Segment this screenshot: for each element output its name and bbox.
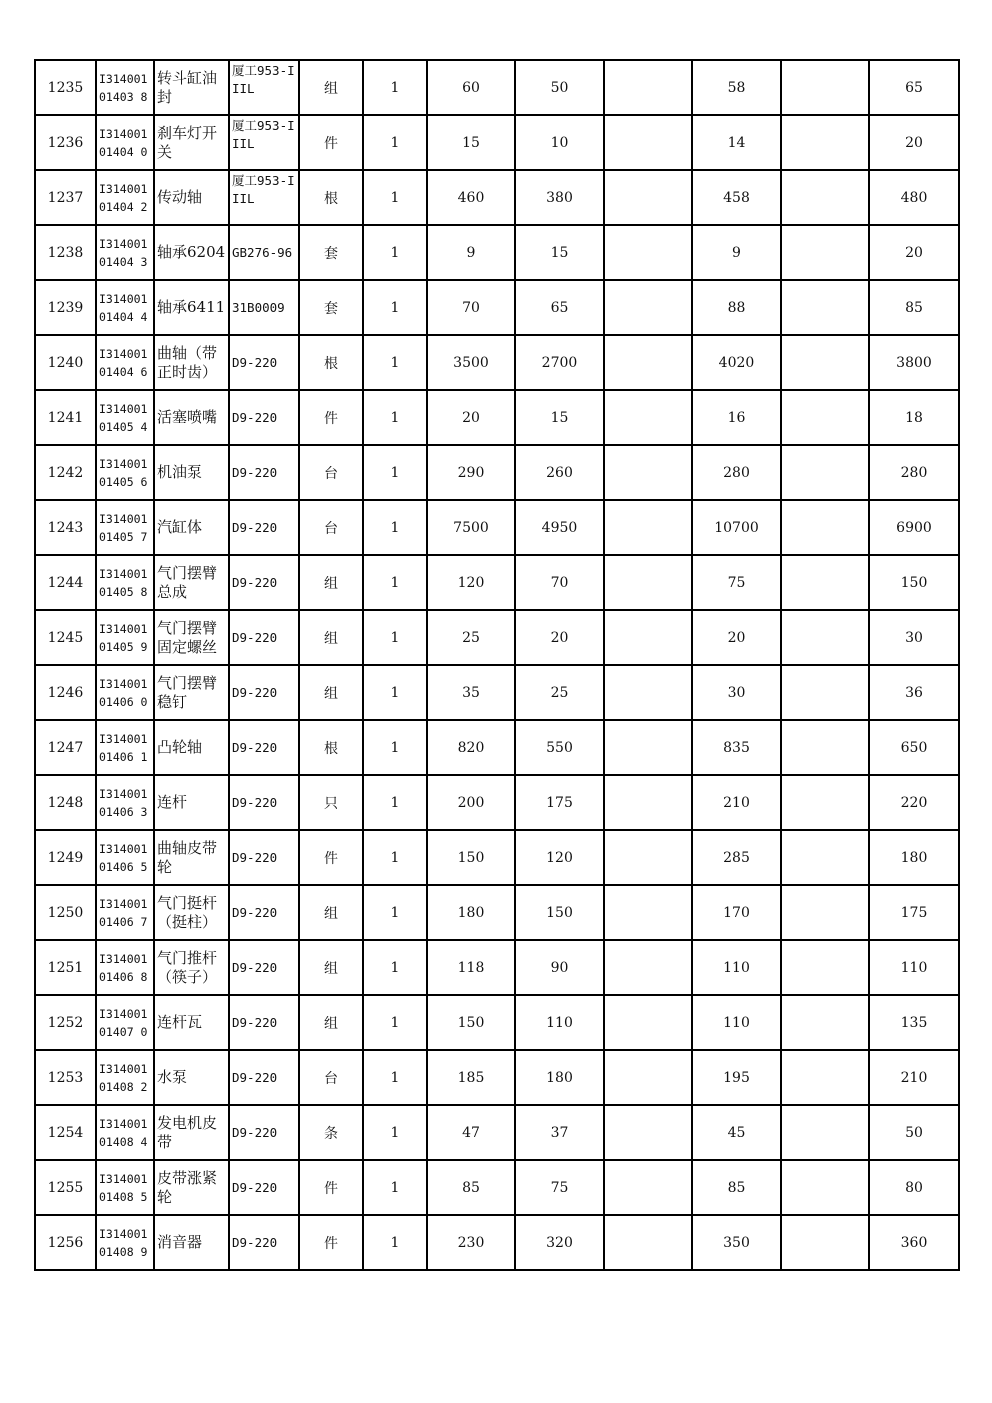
- price-col-1-cell: 47: [427, 1105, 515, 1160]
- price-col-2-cell: 380: [515, 170, 604, 225]
- row-number-cell: 1243: [35, 500, 96, 555]
- price-col-4-cell: 110: [692, 940, 781, 995]
- price-col-4-cell: 75: [692, 555, 781, 610]
- price-col-5-cell: [781, 390, 869, 445]
- price-col-1-cell: 230: [427, 1215, 515, 1270]
- item-name-cell: 曲轴皮带轮: [154, 830, 229, 885]
- row-number-cell: 1240: [35, 335, 96, 390]
- price-col-4-cell: 170: [692, 885, 781, 940]
- row-number-cell: 1254: [35, 1105, 96, 1160]
- item-name-cell: 机油泵: [154, 445, 229, 500]
- item-name-cell: 皮带涨紧轮: [154, 1160, 229, 1215]
- price-col-3-cell: [604, 665, 692, 720]
- row-number-cell: 1251: [35, 940, 96, 995]
- item-unit-cell: 套: [299, 280, 363, 335]
- price-col-5-cell: [781, 1105, 869, 1160]
- price-col-1-cell: 85: [427, 1160, 515, 1215]
- item-unit-cell: 件: [299, 830, 363, 885]
- item-model-cell: D9-220: [229, 1160, 299, 1215]
- price-col-2-cell: 10: [515, 115, 604, 170]
- item-code-cell: I31400101405 4: [96, 390, 154, 445]
- price-col-2-cell: 150: [515, 885, 604, 940]
- item-name-cell: 气门摆臂总成: [154, 555, 229, 610]
- item-unit-cell: 组: [299, 60, 363, 115]
- price-col-6-cell: 480: [869, 170, 959, 225]
- item-quantity-cell: 1: [363, 500, 427, 555]
- price-col-1-cell: 60: [427, 60, 515, 115]
- item-unit-cell: 件: [299, 115, 363, 170]
- item-name-cell: 气门推杆（筷子）: [154, 940, 229, 995]
- price-col-6-cell: 30: [869, 610, 959, 665]
- row-number-cell: 1238: [35, 225, 96, 280]
- table-row: [35, 170, 959, 225]
- price-col-4-cell: 350: [692, 1215, 781, 1270]
- item-quantity-cell: 1: [363, 390, 427, 445]
- row-number-cell: 1253: [35, 1050, 96, 1105]
- table-row: [35, 775, 959, 830]
- row-number-cell: 1247: [35, 720, 96, 775]
- table-row: [35, 665, 959, 720]
- item-model-cell: D9-220: [229, 885, 299, 940]
- price-col-1-cell: 460: [427, 170, 515, 225]
- item-name-cell: 消音器: [154, 1215, 229, 1270]
- price-col-5-cell: [781, 1215, 869, 1270]
- item-quantity-cell: 1: [363, 1215, 427, 1270]
- row-number-cell: 1256: [35, 1215, 96, 1270]
- item-name-cell: 气门摆臂稳钉: [154, 665, 229, 720]
- price-col-5-cell: [781, 830, 869, 885]
- price-col-4-cell: 9: [692, 225, 781, 280]
- price-col-5-cell: [781, 940, 869, 995]
- price-col-4-cell: 14: [692, 115, 781, 170]
- item-code-cell: I31400101404 4: [96, 280, 154, 335]
- item-code-cell: I31400101404 3: [96, 225, 154, 280]
- price-col-4-cell: 280: [692, 445, 781, 500]
- price-col-5-cell: [781, 775, 869, 830]
- item-model-cell: 厦工953-IIIL: [229, 115, 299, 170]
- table-row: [35, 940, 959, 995]
- item-code-cell: I31400101405 6: [96, 445, 154, 500]
- item-unit-cell: 组: [299, 885, 363, 940]
- item-model-cell: 厦工953-IIIL: [229, 60, 299, 115]
- item-quantity-cell: 1: [363, 115, 427, 170]
- item-code-cell: I31400101407 0: [96, 995, 154, 1050]
- price-col-5-cell: [781, 60, 869, 115]
- table-row: [35, 1105, 959, 1160]
- price-col-1-cell: 120: [427, 555, 515, 610]
- price-col-2-cell: 75: [515, 1160, 604, 1215]
- price-col-3-cell: [604, 115, 692, 170]
- price-col-1-cell: 7500: [427, 500, 515, 555]
- price-col-5-cell: [781, 170, 869, 225]
- price-col-1-cell: 150: [427, 995, 515, 1050]
- item-unit-cell: 台: [299, 500, 363, 555]
- price-col-6-cell: 220: [869, 775, 959, 830]
- table-row: [35, 885, 959, 940]
- price-col-1-cell: 150: [427, 830, 515, 885]
- price-col-2-cell: 15: [515, 390, 604, 445]
- item-quantity-cell: 1: [363, 775, 427, 830]
- item-name-cell: 汽缸体: [154, 500, 229, 555]
- item-model-cell: D9-220: [229, 555, 299, 610]
- item-code-cell: I31400101408 2: [96, 1050, 154, 1105]
- price-col-2-cell: 4950: [515, 500, 604, 555]
- price-col-3-cell: [604, 1160, 692, 1215]
- item-unit-cell: 根: [299, 170, 363, 225]
- item-code-cell: I31400101406 3: [96, 775, 154, 830]
- price-col-4-cell: 45: [692, 1105, 781, 1160]
- price-col-6-cell: 18: [869, 390, 959, 445]
- price-col-6-cell: 135: [869, 995, 959, 1050]
- row-number-cell: 1235: [35, 60, 96, 115]
- price-col-3-cell: [604, 170, 692, 225]
- item-model-cell: D9-220: [229, 830, 299, 885]
- item-unit-cell: 组: [299, 940, 363, 995]
- table-row: [35, 500, 959, 555]
- price-col-5-cell: [781, 720, 869, 775]
- item-quantity-cell: 1: [363, 225, 427, 280]
- price-col-6-cell: 280: [869, 445, 959, 500]
- price-col-2-cell: 37: [515, 1105, 604, 1160]
- price-col-4-cell: 85: [692, 1160, 781, 1215]
- item-code-cell: I31400101405 8: [96, 555, 154, 610]
- price-col-1-cell: 200: [427, 775, 515, 830]
- price-col-1-cell: 180: [427, 885, 515, 940]
- price-col-2-cell: 320: [515, 1215, 604, 1270]
- item-model-cell: D9-220: [229, 390, 299, 445]
- price-col-4-cell: 458: [692, 170, 781, 225]
- item-code-cell: I31400101404 6: [96, 335, 154, 390]
- table-row: [35, 280, 959, 335]
- price-col-5-cell: [781, 555, 869, 610]
- item-model-cell: GB276-96: [229, 225, 299, 280]
- item-quantity-cell: 1: [363, 60, 427, 115]
- item-quantity-cell: 1: [363, 885, 427, 940]
- item-model-cell: D9-220: [229, 995, 299, 1050]
- item-code-cell: I31400101408 4: [96, 1105, 154, 1160]
- price-col-2-cell: 15: [515, 225, 604, 280]
- price-col-5-cell: [781, 665, 869, 720]
- item-quantity-cell: 1: [363, 665, 427, 720]
- price-col-3-cell: [604, 995, 692, 1050]
- item-code-cell: I31400101405 7: [96, 500, 154, 555]
- price-col-5-cell: [781, 115, 869, 170]
- item-unit-cell: 根: [299, 335, 363, 390]
- price-col-6-cell: 85: [869, 280, 959, 335]
- price-col-5-cell: [781, 335, 869, 390]
- item-name-cell: 凸轮轴: [154, 720, 229, 775]
- table-row: [35, 335, 959, 390]
- price-col-2-cell: 70: [515, 555, 604, 610]
- price-col-3-cell: [604, 775, 692, 830]
- item-quantity-cell: 1: [363, 1160, 427, 1215]
- price-col-6-cell: 80: [869, 1160, 959, 1215]
- item-model-cell: D9-220: [229, 940, 299, 995]
- item-model-cell: D9-220: [229, 1215, 299, 1270]
- item-name-cell: 连杆瓦: [154, 995, 229, 1050]
- price-col-3-cell: [604, 445, 692, 500]
- item-name-cell: 气门挺杆（挺柱）: [154, 885, 229, 940]
- price-col-3-cell: [604, 610, 692, 665]
- item-model-cell: D9-220: [229, 1105, 299, 1160]
- item-code-cell: I31400101408 9: [96, 1215, 154, 1270]
- item-unit-cell: 组: [299, 665, 363, 720]
- item-code-cell: I31400101406 1: [96, 720, 154, 775]
- item-unit-cell: 组: [299, 995, 363, 1050]
- item-quantity-cell: 1: [363, 445, 427, 500]
- row-number-cell: 1250: [35, 885, 96, 940]
- price-col-1-cell: 35: [427, 665, 515, 720]
- item-model-cell: D9-220: [229, 720, 299, 775]
- table-row: [35, 830, 959, 885]
- price-col-2-cell: 120: [515, 830, 604, 885]
- price-col-2-cell: 2700: [515, 335, 604, 390]
- price-col-1-cell: 185: [427, 1050, 515, 1105]
- price-col-3-cell: [604, 830, 692, 885]
- item-unit-cell: 台: [299, 445, 363, 500]
- item-model-cell: D9-220: [229, 500, 299, 555]
- item-unit-cell: 组: [299, 555, 363, 610]
- item-unit-cell: 件: [299, 390, 363, 445]
- item-unit-cell: 件: [299, 1160, 363, 1215]
- price-col-4-cell: 195: [692, 1050, 781, 1105]
- price-col-4-cell: 4020: [692, 335, 781, 390]
- price-col-2-cell: 20: [515, 610, 604, 665]
- price-col-3-cell: [604, 720, 692, 775]
- item-name-cell: 连杆: [154, 775, 229, 830]
- item-model-cell: D9-220: [229, 665, 299, 720]
- price-col-3-cell: [604, 1050, 692, 1105]
- row-number-cell: 1245: [35, 610, 96, 665]
- table-row: [35, 445, 959, 500]
- table-body: [35, 60, 959, 1270]
- item-model-cell: D9-220: [229, 445, 299, 500]
- price-col-4-cell: 20: [692, 610, 781, 665]
- item-model-cell: D9-220: [229, 1050, 299, 1105]
- price-col-4-cell: 210: [692, 775, 781, 830]
- price-col-6-cell: 20: [869, 225, 959, 280]
- price-col-1-cell: 15: [427, 115, 515, 170]
- item-code-cell: I31400101403 8: [96, 60, 154, 115]
- price-col-3-cell: [604, 60, 692, 115]
- price-col-1-cell: 20: [427, 390, 515, 445]
- price-col-2-cell: 110: [515, 995, 604, 1050]
- row-number-cell: 1249: [35, 830, 96, 885]
- table-row: [35, 555, 959, 610]
- price-col-1-cell: 3500: [427, 335, 515, 390]
- table-row: [35, 225, 959, 280]
- price-col-6-cell: 6900: [869, 500, 959, 555]
- item-model-cell: D9-220: [229, 775, 299, 830]
- item-quantity-cell: 1: [363, 1105, 427, 1160]
- item-name-cell: 活塞喷嘴: [154, 390, 229, 445]
- item-model-cell: 31B0009: [229, 280, 299, 335]
- price-col-3-cell: [604, 390, 692, 445]
- item-code-cell: I31400101406 7: [96, 885, 154, 940]
- table-row: [35, 995, 959, 1050]
- price-col-4-cell: 110: [692, 995, 781, 1050]
- item-code-cell: I31400101405 9: [96, 610, 154, 665]
- item-name-cell: 水泵: [154, 1050, 229, 1105]
- item-quantity-cell: 1: [363, 720, 427, 775]
- price-col-5-cell: [781, 280, 869, 335]
- table-row: [35, 1215, 959, 1270]
- item-quantity-cell: 1: [363, 830, 427, 885]
- table-row: [35, 390, 959, 445]
- price-col-1-cell: 820: [427, 720, 515, 775]
- price-col-6-cell: 180: [869, 830, 959, 885]
- price-col-4-cell: 58: [692, 60, 781, 115]
- row-number-cell: 1237: [35, 170, 96, 225]
- price-col-1-cell: 70: [427, 280, 515, 335]
- price-col-3-cell: [604, 885, 692, 940]
- row-number-cell: 1244: [35, 555, 96, 610]
- table-row: [35, 60, 959, 115]
- price-col-6-cell: 210: [869, 1050, 959, 1105]
- price-col-5-cell: [781, 1050, 869, 1105]
- price-col-4-cell: 88: [692, 280, 781, 335]
- table-row: [35, 1050, 959, 1105]
- item-name-cell: 轴承6411: [154, 280, 229, 335]
- item-quantity-cell: 1: [363, 555, 427, 610]
- row-number-cell: 1255: [35, 1160, 96, 1215]
- item-code-cell: I31400101406 5: [96, 830, 154, 885]
- price-col-5-cell: [781, 1160, 869, 1215]
- price-col-1-cell: 290: [427, 445, 515, 500]
- price-col-2-cell: 50: [515, 60, 604, 115]
- parts-price-table: [34, 59, 960, 1271]
- price-col-2-cell: 175: [515, 775, 604, 830]
- item-code-cell: I31400101406 8: [96, 940, 154, 995]
- price-col-5-cell: [781, 500, 869, 555]
- price-col-6-cell: 650: [869, 720, 959, 775]
- row-number-cell: 1252: [35, 995, 96, 1050]
- price-col-2-cell: 180: [515, 1050, 604, 1105]
- price-col-3-cell: [604, 940, 692, 995]
- item-unit-cell: 组: [299, 610, 363, 665]
- item-name-cell: 轴承6204: [154, 225, 229, 280]
- price-col-4-cell: 285: [692, 830, 781, 885]
- item-name-cell: 刹车灯开关: [154, 115, 229, 170]
- item-code-cell: I31400101404 2: [96, 170, 154, 225]
- price-col-6-cell: 50: [869, 1105, 959, 1160]
- price-col-3-cell: [604, 1105, 692, 1160]
- price-col-6-cell: 36: [869, 665, 959, 720]
- item-name-cell: 传动轴: [154, 170, 229, 225]
- price-col-3-cell: [604, 335, 692, 390]
- price-col-6-cell: 175: [869, 885, 959, 940]
- table-row: [35, 115, 959, 170]
- table-row: [35, 610, 959, 665]
- price-col-5-cell: [781, 885, 869, 940]
- price-col-6-cell: 20: [869, 115, 959, 170]
- price-col-5-cell: [781, 610, 869, 665]
- item-quantity-cell: 1: [363, 170, 427, 225]
- table-row: [35, 1160, 959, 1215]
- price-col-2-cell: 260: [515, 445, 604, 500]
- item-code-cell: I31400101406 0: [96, 665, 154, 720]
- price-col-5-cell: [781, 445, 869, 500]
- item-model-cell: D9-220: [229, 335, 299, 390]
- price-col-6-cell: 110: [869, 940, 959, 995]
- price-col-2-cell: 550: [515, 720, 604, 775]
- price-col-6-cell: 65: [869, 60, 959, 115]
- item-name-cell: 转斗缸油封: [154, 60, 229, 115]
- price-col-1-cell: 25: [427, 610, 515, 665]
- item-quantity-cell: 1: [363, 610, 427, 665]
- price-col-4-cell: 835: [692, 720, 781, 775]
- price-col-5-cell: [781, 225, 869, 280]
- item-quantity-cell: 1: [363, 280, 427, 335]
- row-number-cell: 1239: [35, 280, 96, 335]
- price-col-1-cell: 118: [427, 940, 515, 995]
- price-col-4-cell: 16: [692, 390, 781, 445]
- table-row: [35, 720, 959, 775]
- item-quantity-cell: 1: [363, 335, 427, 390]
- price-col-3-cell: [604, 555, 692, 610]
- price-col-3-cell: [604, 225, 692, 280]
- row-number-cell: 1242: [35, 445, 96, 500]
- price-col-5-cell: [781, 995, 869, 1050]
- price-col-6-cell: 360: [869, 1215, 959, 1270]
- row-number-cell: 1248: [35, 775, 96, 830]
- price-col-6-cell: 3800: [869, 335, 959, 390]
- row-number-cell: 1246: [35, 665, 96, 720]
- item-quantity-cell: 1: [363, 1050, 427, 1105]
- price-col-2-cell: 25: [515, 665, 604, 720]
- item-code-cell: I31400101408 5: [96, 1160, 154, 1215]
- item-quantity-cell: 1: [363, 995, 427, 1050]
- item-unit-cell: 条: [299, 1105, 363, 1160]
- item-model-cell: D9-220: [229, 610, 299, 665]
- item-code-cell: I31400101404 0: [96, 115, 154, 170]
- price-col-1-cell: 9: [427, 225, 515, 280]
- price-col-4-cell: 10700: [692, 500, 781, 555]
- item-name-cell: 气门摆臂固定螺丝: [154, 610, 229, 665]
- price-col-2-cell: 90: [515, 940, 604, 995]
- price-col-3-cell: [604, 1215, 692, 1270]
- item-unit-cell: 套: [299, 225, 363, 280]
- price-col-2-cell: 65: [515, 280, 604, 335]
- price-col-3-cell: [604, 280, 692, 335]
- item-name-cell: 发电机皮带: [154, 1105, 229, 1160]
- price-col-6-cell: 150: [869, 555, 959, 610]
- price-col-3-cell: [604, 500, 692, 555]
- item-unit-cell: 件: [299, 1215, 363, 1270]
- item-unit-cell: 根: [299, 720, 363, 775]
- row-number-cell: 1241: [35, 390, 96, 445]
- item-unit-cell: 台: [299, 1050, 363, 1105]
- price-col-4-cell: 30: [692, 665, 781, 720]
- row-number-cell: 1236: [35, 115, 96, 170]
- item-quantity-cell: 1: [363, 940, 427, 995]
- item-unit-cell: 只: [299, 775, 363, 830]
- item-model-cell: 厦工953-IIIL: [229, 170, 299, 225]
- item-name-cell: 曲轴（带正时齿）: [154, 335, 229, 390]
